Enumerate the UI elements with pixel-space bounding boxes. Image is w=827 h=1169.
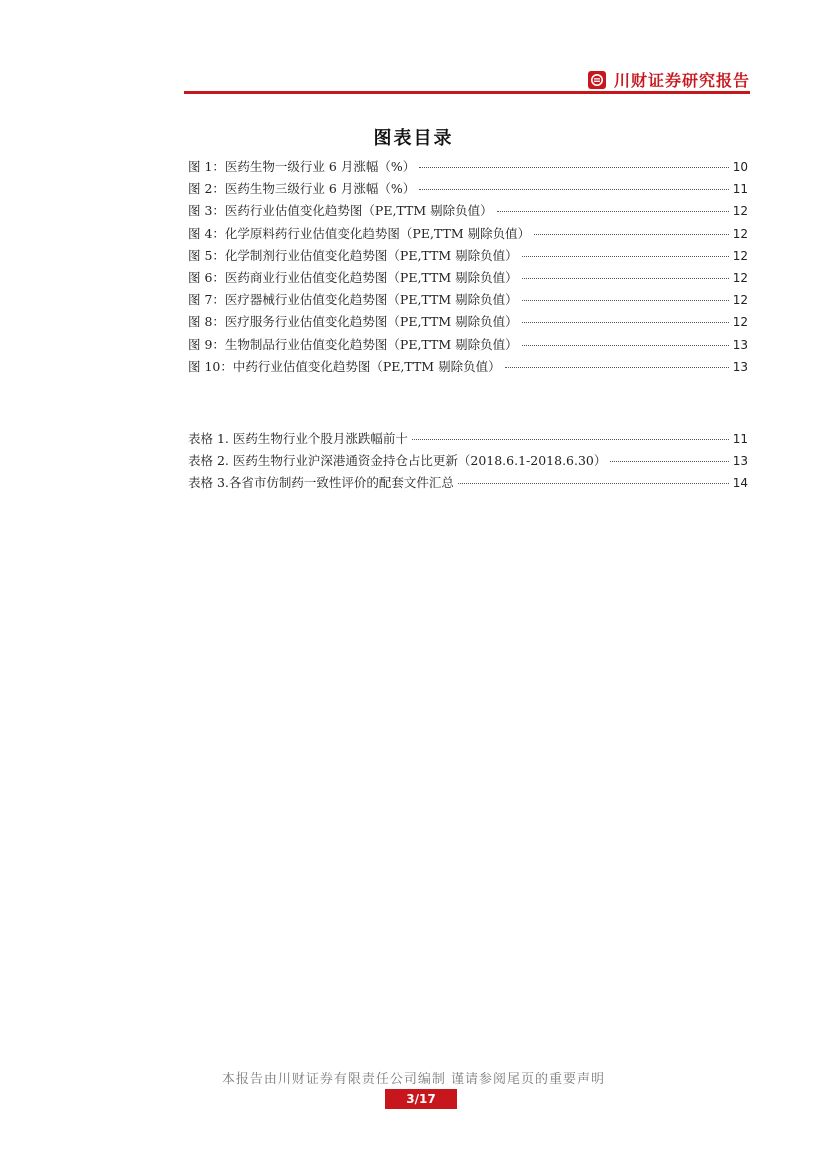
toc-leader-dots xyxy=(497,211,729,212)
toc-entry-page: 13 xyxy=(732,337,748,352)
chuancai-logo-icon xyxy=(588,71,606,89)
toc-entry-page: 13 xyxy=(732,454,748,469)
toc-entry-page: 10 xyxy=(732,160,748,174)
toc-entry-page: 12 xyxy=(732,204,748,219)
toc-table-entry[interactable] xyxy=(188,429,748,451)
toc-entry-page: 12 xyxy=(732,226,748,241)
toc-leader-dots xyxy=(505,367,729,368)
toc-figure-entry[interactable] xyxy=(188,246,748,268)
toc-leader-dots xyxy=(522,278,729,279)
toc-entry-page: 12 xyxy=(732,270,748,285)
toc-leader-dots xyxy=(522,345,729,346)
toc-leader-dots xyxy=(419,167,729,168)
toc-entry-label: 图 8：医疗服务行业估值变化趋势图（PE,TTM 剔除负值） xyxy=(188,314,518,330)
toc-figure-entry[interactable] xyxy=(188,179,748,201)
toc-figure-entry[interactable] xyxy=(188,201,748,223)
toc-leader-dots xyxy=(522,256,729,257)
toc-leader-dots xyxy=(522,322,729,323)
toc-figure-entry[interactable] xyxy=(188,335,748,357)
toc-entry-label: 表格 3.各省市仿制药一致性评价的配套文件汇总 xyxy=(188,475,454,491)
toc-entry-label: 图 6：医药商业行业估值变化趋势图（PE,TTM 剔除负值） xyxy=(188,269,518,285)
page-number: 3/17 xyxy=(385,1089,457,1109)
toc-entry-page: 14 xyxy=(732,476,748,491)
toc-leader-dots xyxy=(412,439,729,440)
toc-entry-label: 图 9：生物制品行业估值变化趋势图（PE,TTM 剔除负值） xyxy=(188,336,518,352)
header-rule xyxy=(184,91,750,94)
toc-figure-entry[interactable] xyxy=(188,312,748,334)
table-list xyxy=(188,429,748,496)
toc-leader-dots xyxy=(522,300,729,301)
figure-list xyxy=(188,157,748,379)
toc-entry-page: 11 xyxy=(732,432,748,446)
toc-leader-dots xyxy=(458,483,729,484)
toc-entry-page: 12 xyxy=(732,293,748,308)
toc-leader-dots xyxy=(534,234,729,235)
toc-entry-page: 12 xyxy=(732,315,748,330)
toc-figure-entry[interactable] xyxy=(188,157,748,179)
page-header xyxy=(184,64,750,96)
toc-entry-page: 12 xyxy=(732,248,748,263)
page-title: 图表目录 xyxy=(373,128,454,149)
toc-leader-dots xyxy=(419,189,729,190)
logo-mark xyxy=(590,73,604,87)
toc-entry-label: 表格 2. 医药生物行业沪深港通资金持仓占比更新（2018.6.1-2018.6.30） xyxy=(188,453,607,469)
toc-entry-label: 图 10：中药行业估值变化趋势图（PE,TTM 剔除负值） xyxy=(188,358,501,374)
toc-entry-label: 图 1：医药生物一级行业 6 月涨幅（%） xyxy=(188,159,416,174)
toc-entry-page: 13 xyxy=(732,359,748,374)
toc-entry-label: 图 4：化学原料药行业估值变化趋势图（PE,TTM 剔除负值） xyxy=(188,225,531,241)
toc-leader-dots xyxy=(610,461,728,462)
toc-figure-entry[interactable] xyxy=(188,224,748,246)
brand-name: 川财证券研究报告 xyxy=(613,71,750,90)
toc-figure-entry[interactable] xyxy=(188,357,748,379)
toc-entry-label: 图 3：医药行业估值变化趋势图（PE,TTM 剔除负值） xyxy=(188,203,493,219)
toc-entry-page: 11 xyxy=(732,182,748,197)
toc-entry-label: 表格 1. 医药生物行业个股月涨跌幅前十 xyxy=(188,431,408,446)
disclaimer-note: 本报告由川财证券有限责任公司编制 谨请参阅尾页的重要声明 xyxy=(221,1072,606,1087)
toc-entry-label: 图 7：医疗器械行业估值变化趋势图（PE,TTM 剔除负值） xyxy=(188,292,518,308)
toc-entry-label: 图 2：医药生物三级行业 6 月涨幅（%） xyxy=(188,181,416,197)
toc-figure-entry[interactable] xyxy=(188,290,748,312)
toc-table-entry[interactable] xyxy=(188,451,748,473)
brand xyxy=(588,68,750,91)
toc-entry-label: 图 5：化学制剂行业估值变化趋势图（PE,TTM 剔除负值） xyxy=(188,247,518,263)
toc-figure-entry[interactable] xyxy=(188,268,748,290)
toc-table-entry[interactable] xyxy=(188,473,748,495)
